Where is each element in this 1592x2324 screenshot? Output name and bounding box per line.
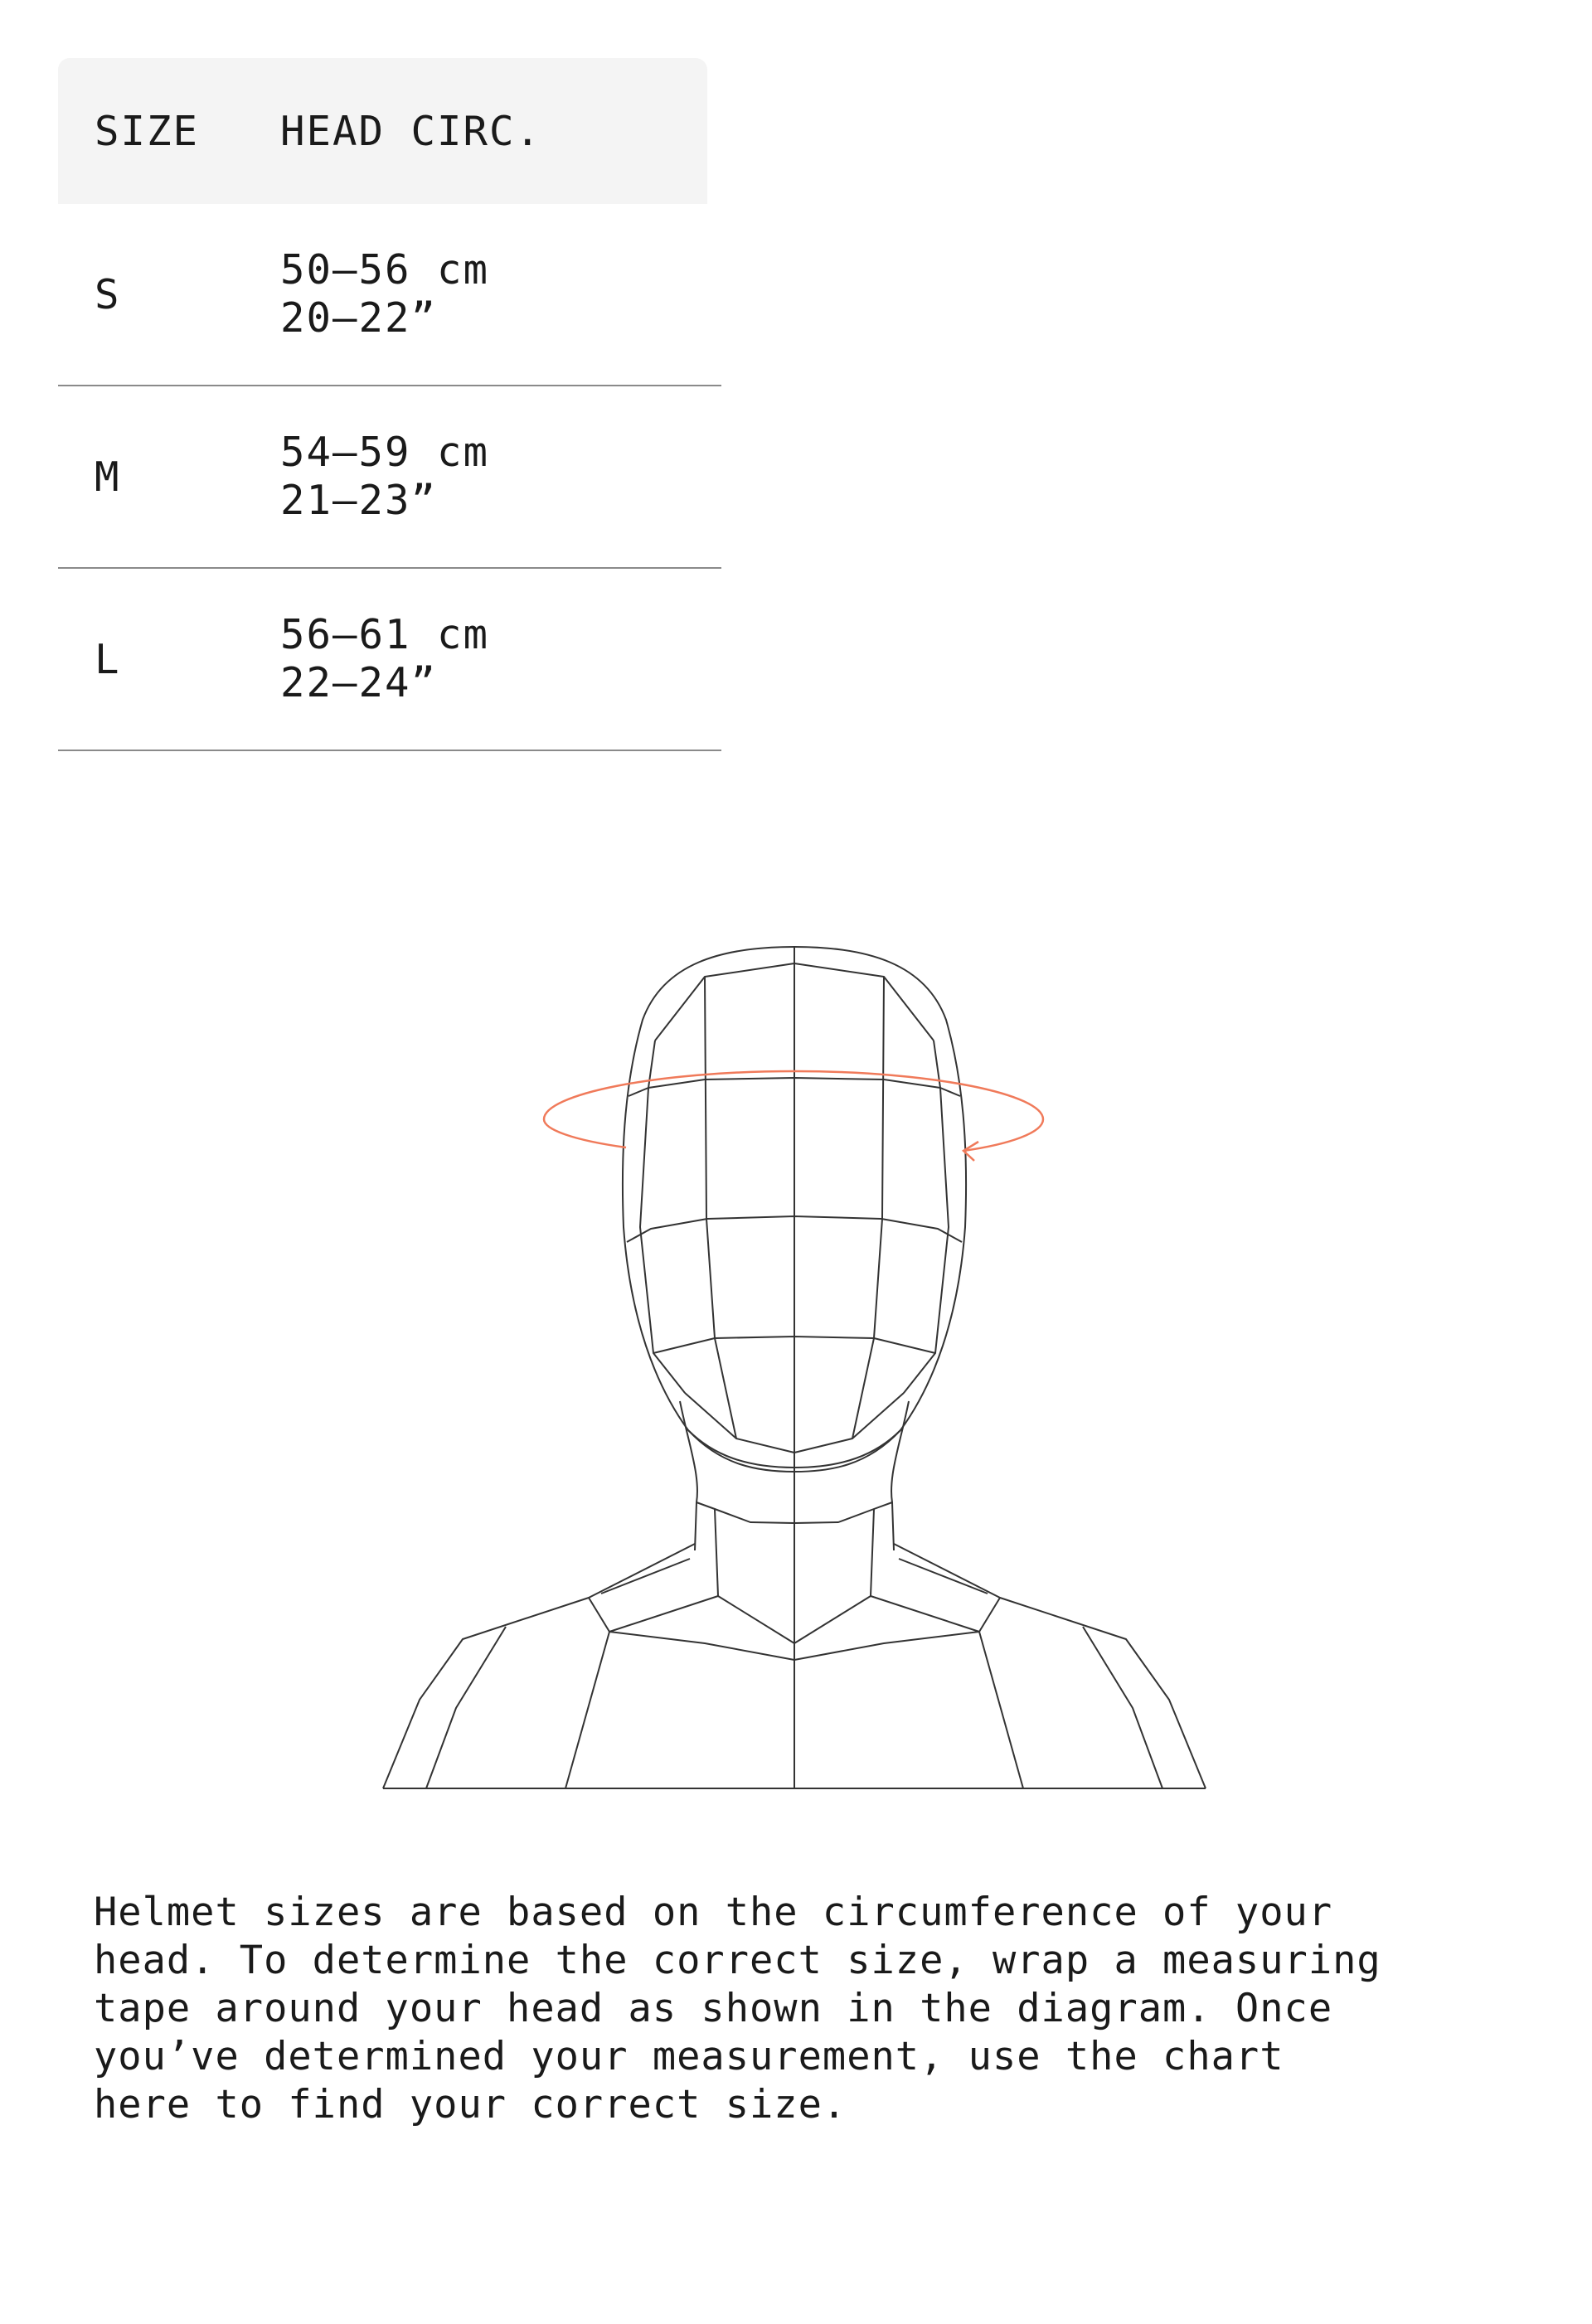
size-label: L xyxy=(95,635,121,683)
head-circ-value xyxy=(280,611,721,707)
cm-range: 56–61 cm xyxy=(280,611,490,658)
table-row xyxy=(58,204,721,386)
size-label: S xyxy=(95,270,121,318)
cm-range: 50–56 cm xyxy=(280,246,490,294)
inch-range: 21–23” xyxy=(280,477,438,524)
table-row xyxy=(58,569,721,751)
mannequin-wireframe xyxy=(383,947,1206,1788)
head-measurement-diagram xyxy=(0,895,1592,1824)
table-row xyxy=(58,386,721,569)
size-label: M xyxy=(95,453,121,501)
cm-range: 54–59 cm xyxy=(280,429,490,476)
sizing-instructions: Helmet sizes are based on the circumference of your head. To determine the correct size, wrap a measuring tape around your head as shown in the diagram. Once you’ve determined your measurement, use the chart here to find your correct size. xyxy=(94,1890,1381,2128)
head-circ-value xyxy=(280,246,721,342)
mannequin-head-illustration xyxy=(0,895,1592,1824)
head-circ-value xyxy=(280,429,721,525)
table-header xyxy=(58,58,707,204)
size-table xyxy=(58,58,721,751)
size-column-header: SIZE xyxy=(95,107,200,155)
inch-range: 20–22” xyxy=(280,294,438,342)
head-circ-column-header: HEAD CIRC. xyxy=(280,107,542,155)
inch-range: 22–24” xyxy=(280,659,438,706)
